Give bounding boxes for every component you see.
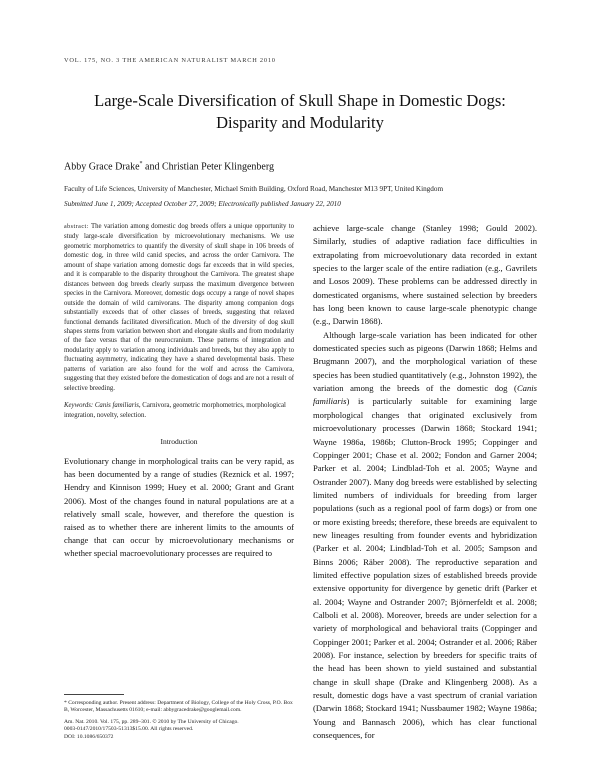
body-paragraph-1: achieve large-scale change (Stanley 1998; Gould 2002). Similarly, studies of adaptive radiation face difficulties in extrapolating from microevolutionary data recorded in extant species to the larger scale of the entire radiation (e.g., Gavrilets and Losos 2009). These problems can be addressed directly in domesticated organisms, where sustained selection by breeders has long been known to cause large-scale phenotypic change (e.g., Darwin 1868). xyxy=(313,223,537,327)
footnote-divider xyxy=(64,694,124,695)
abstract xyxy=(64,222,294,393)
species-name: Canis familiaris xyxy=(313,383,537,407)
abstract-text: The variation among domestic dog breeds offers a unique opportunity to study large-scale diversification by microevolutionary mechanisms. We use geometric morphometrics to quantify the diversity of skull shape in 106 breeds of domestic dog, in three wild canid species, and across the order Carnivora. The amount of shape variation among domestic dogs far exceeds that in wild species, and it is comparable to the disparity throughout the Carnivora. The greatest shape distances between dog breeds clearly surpass the maximum divergence between species in the Carnivora. Moreover, domestic dogs occupy a range of novel shapes outside the domain of wild carnivorans. The disparity among companion dogs substantially exceeds that of other classes of breeds, suggesting that relaxed functional demands facilitated diversification. Much of the diversity of dog skull shapes stems from variation between short and elongate skulls and from modularity of the face versus that of the neurocranium. These patterns of integration and modularity apply to variation among individuals and breeds, but they also apply to fluctuating asymmetry, indicating they have a shared developmental basis. These patterns of variation are also found for the wolf and across the Carnivora, suggesting that they existed before the domestication of dogs and are not a result of selective breeding. xyxy=(64,223,294,392)
introduction-paragraph: Evolutionary change in morphological traits can be very rapid, as has been documented by a range of studies (Reznick et al. 1997; Hendry and Kinnison 1999; Huey et al. 2000; Grant and Grant 2006). Most of the changes found in natural populations are at a relatively small scale, however, and therefore the question is raised as to whether there are inherent limits to the amounts of change that can occur by microevolutionary mechanisms or whether special macroevolutionary processes are required to xyxy=(64,456,294,559)
keywords xyxy=(64,401,294,420)
body-paragraph-2 xyxy=(313,329,537,743)
corresponding-author-marker: * xyxy=(139,161,143,167)
author-klingenberg: and Christian Peter Klingenberg xyxy=(142,161,274,173)
issn-line: 0003-0147/2010/17503-51313$15.00. All rights reserved. xyxy=(64,726,194,733)
abstract-label: abstract: xyxy=(64,224,89,230)
body-paragraph-2-rest: ) is particularly suitable for examining large morphological changes that originated exclusively from microevolutionary processes (Darwin 1868; Stockard 1941; Wayne 1986a, 1986b; Clutton-Brock 1995; Coppinger and Coppinger 2001; Chase et al. 2002; Fondon and Garner 2004; Parker et al. 2004; Lindblad-Toh et al. 2005; Wayne and Ostrander 2007). Many dog breeds were established by selecting limited numbers of individuals for breeding from larger populations (such as a regional pool of farm dogs) or from one or more existing breeds; therefore, these breeds are equivalent to new lineages resulting from founder events and hybridization (Parker et al. 2004; Lindblad-Toh et al. 2005; Sampson and Binns 2006; Räber 2008). The reproductive separation and limited effective population sizes of established breeds provide extensive opportunity for divergence by genetic drift (Parker et al. 2004; Wayne and Ostrander 2007; Björnerfeldt et al. 2008; Calboli et al. 2008). Moreover, breeds are under selection for a variety of morphological and behavioral traits (Coppinger and Coppinger 2001; Parker et al. 2004; Ostrander et al. 2006; Räber 2008). For instance, selection by breeders for specific traits of the head has been shown to yield sustained and substantial change in skull shape (Drake and Klingenberg 2008). As a result, domestic dogs have a vast spectrum of cranial variation (Darwin 1868; Stockard 1941; Nussbaumer 1982; Wayne 1986a; Young and Bannasch 2006), which has clear functional consequences, for xyxy=(313,396,537,741)
author-drake: Abby Grace Drake xyxy=(64,161,140,173)
article-title: Large-Scale Diversification of Skull Shape in Domestic Dogs: Disparity and Modularity xyxy=(94,91,506,132)
doi-line: DOI: 10.1086/650372 xyxy=(64,733,114,740)
keywords-list: , Carnivora, geometric morphometrics, morphological integration, novelty, selection. xyxy=(64,402,286,419)
right-column xyxy=(313,222,537,742)
section-heading-introduction: Introduction xyxy=(160,437,198,447)
keywords-species: Canis familiaris xyxy=(93,402,139,410)
left-column xyxy=(64,222,294,561)
body-paragraph-2-start: Although large-scale variation has been indicated for other domesticated species such as pigeons (Darwin 1868; Helms and Brugmann 2007), and the morphological variation of these species has been studied quantitatively (e.g., Johnston 1992), the variation among the breeds of the domestic dog ( xyxy=(313,329,537,394)
running-head: VOL. 175, NO. 3 THE AMERICAN NATURALIST MARCH 2010 xyxy=(64,57,276,64)
footnote xyxy=(64,700,294,741)
author-line xyxy=(64,161,274,172)
submission-dates: Submitted June 1, 2009; Accepted October 27, 2009; Electronically published January 22, 2010 xyxy=(64,200,341,208)
affiliation: Faculty of Life Sciences, University of Manchester, Michael Smith Building, Oxford Road, Manchester M13 9PT, United Kingdom xyxy=(64,185,444,193)
keywords-label: Keywords: xyxy=(64,402,94,410)
citation-line: Am. Nat. 2010. Vol. 175, pp. 289–301. © 2010 by The University of Chicago. xyxy=(64,718,239,725)
corresponding-author-note: * Corresponding author. Present address: Department of Biology, College of the Holy Cross, P.O. Box B, Worcester, Massachusetts 01610; e-mail: abbygracedrake@googlemail.com. xyxy=(64,700,293,714)
